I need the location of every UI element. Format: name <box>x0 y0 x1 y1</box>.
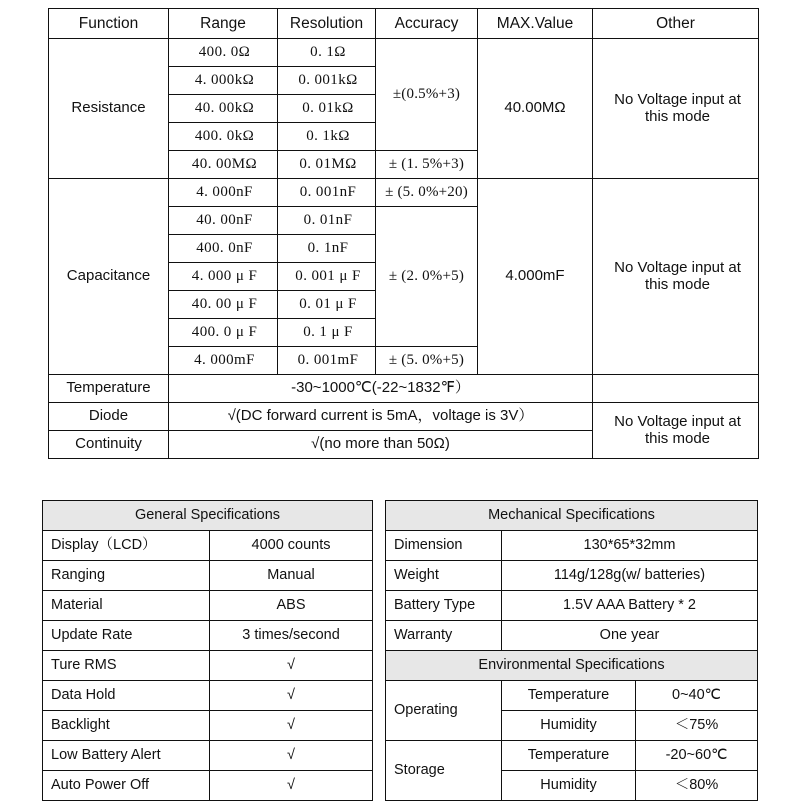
env-param-label: Temperature <box>502 681 636 711</box>
range-cell: 40. 00MΩ <box>169 151 278 179</box>
spec-label: Dimension <box>386 531 502 561</box>
general-specifications-title: General Specifications <box>43 501 373 531</box>
range-cell: 40. 00nF <box>169 207 278 235</box>
column-header-other: Other <box>593 9 759 39</box>
checkmark-icon: √ <box>210 681 373 711</box>
list-item <box>43 711 373 741</box>
list-item <box>386 741 758 771</box>
env-param-value: ＜80% <box>636 771 758 801</box>
range-cell: 4. 000nF <box>169 179 278 207</box>
list-item <box>386 621 758 651</box>
list-item <box>43 591 373 621</box>
resolution-cell: 0. 001kΩ <box>278 67 376 95</box>
resolution-cell: 0. 001mF <box>278 347 376 375</box>
table-row <box>49 179 759 207</box>
spec-label: Battery Type <box>386 591 502 621</box>
list-item <box>43 681 373 711</box>
list-item <box>43 651 373 681</box>
mechanical-specifications-title: Mechanical Specifications <box>386 501 758 531</box>
resolution-cell: 0. 1nF <box>278 235 376 263</box>
table-row <box>49 403 759 431</box>
section-header-row <box>386 651 758 681</box>
checkmark-icon: √ <box>210 711 373 741</box>
max-value-cell-capacitance: 4.000mF <box>478 179 593 375</box>
env-param-label: Humidity <box>502 771 636 801</box>
env-param-value: 0~40℃ <box>636 681 758 711</box>
temperature-value-cell: -30~1000℃(-22~1832℉） <box>169 375 593 403</box>
env-group-label-operating: Operating <box>386 681 502 741</box>
range-cell: 4. 000 μ F <box>169 263 278 291</box>
function-cell-resistance: Resistance <box>49 39 169 179</box>
column-header-function: Function <box>49 9 169 39</box>
spec-value: 1.5V AAA Battery * 2 <box>502 591 758 621</box>
main-specification-table <box>48 8 759 459</box>
checkmark-icon: √ <box>210 771 373 801</box>
spec-value: 114g/128g(w/ batteries) <box>502 561 758 591</box>
spec-label: Low Battery Alert <box>43 741 210 771</box>
list-item <box>386 561 758 591</box>
list-item <box>43 741 373 771</box>
other-cell-diode-continuity: No Voltage input at this mode <box>593 403 759 459</box>
env-param-value: -20~60℃ <box>636 741 758 771</box>
range-cell: 400. 0 μ F <box>169 319 278 347</box>
spec-label: Weight <box>386 561 502 591</box>
table-row <box>49 39 759 67</box>
max-value-cell-resistance: 40.00MΩ <box>478 39 593 179</box>
list-item <box>43 561 373 591</box>
checkmark-icon: √ <box>210 651 373 681</box>
column-header-range: Range <box>169 9 278 39</box>
spec-label: Warranty <box>386 621 502 651</box>
resolution-cell: 0. 001nF <box>278 179 376 207</box>
spec-value: 4000 counts <box>210 531 373 561</box>
accuracy-cell-capacitance-first: ± (5. 0%+20) <box>376 179 478 207</box>
spec-value: 3 times/second <box>210 621 373 651</box>
resolution-cell: 0. 01kΩ <box>278 95 376 123</box>
accuracy-cell-capacitance-main: ± (2. 0%+5) <box>376 207 478 347</box>
env-param-label: Humidity <box>502 711 636 741</box>
column-header-accuracy: Accuracy <box>376 9 478 39</box>
section-header-row <box>386 501 758 531</box>
table-row <box>49 375 759 403</box>
range-cell: 40. 00 μ F <box>169 291 278 319</box>
spec-value: One year <box>502 621 758 651</box>
spec-value: ABS <box>210 591 373 621</box>
resolution-cell: 0. 001 μ F <box>278 263 376 291</box>
spec-label: Auto Power Off <box>43 771 210 801</box>
environmental-specifications-title: Environmental Specifications <box>386 651 758 681</box>
env-group-label-storage: Storage <box>386 741 502 801</box>
spec-label: Material <box>43 591 210 621</box>
list-item <box>43 531 373 561</box>
general-specifications-table <box>42 500 373 801</box>
range-cell: 400. 0Ω <box>169 39 278 67</box>
spec-label: Update Rate <box>43 621 210 651</box>
list-item <box>43 621 373 651</box>
table-header-row <box>49 9 759 39</box>
function-cell-capacitance: Capacitance <box>49 179 169 375</box>
range-cell: 400. 0kΩ <box>169 123 278 151</box>
range-cell: 40. 00kΩ <box>169 95 278 123</box>
other-cell-temperature <box>593 375 759 403</box>
resolution-cell: 0. 01MΩ <box>278 151 376 179</box>
accuracy-cell-capacitance-last: ± (5. 0%+5) <box>376 347 478 375</box>
function-cell-temperature: Temperature <box>49 375 169 403</box>
diode-value-cell: √(DC forward current is 5mA，voltage is 3V） <box>169 403 593 431</box>
other-cell-resistance: No Voltage input at this mode <box>593 39 759 179</box>
accuracy-cell-resistance-last: ± (1. 5%+3) <box>376 151 478 179</box>
function-cell-continuity: Continuity <box>49 431 169 459</box>
range-cell: 4. 000mF <box>169 347 278 375</box>
column-header-max-value: MAX.Value <box>478 9 593 39</box>
spec-value: Manual <box>210 561 373 591</box>
resolution-cell: 0. 01nF <box>278 207 376 235</box>
section-header-row <box>43 501 373 531</box>
spec-label: Data Hold <box>43 681 210 711</box>
resolution-cell: 0. 1 μ F <box>278 319 376 347</box>
checkmark-icon: √ <box>210 741 373 771</box>
resolution-cell: 0. 1kΩ <box>278 123 376 151</box>
resolution-cell: 0. 01 μ F <box>278 291 376 319</box>
accuracy-cell-resistance-main: ±(0.5%+3) <box>376 39 478 151</box>
list-item <box>43 771 373 801</box>
function-cell-diode: Diode <box>49 403 169 431</box>
continuity-value-cell: √(no more than 50Ω) <box>169 431 593 459</box>
env-param-label: Temperature <box>502 741 636 771</box>
other-cell-capacitance: No Voltage input at this mode <box>593 179 759 375</box>
range-cell: 400. 0nF <box>169 235 278 263</box>
list-item <box>386 591 758 621</box>
spec-value: 130*65*32mm <box>502 531 758 561</box>
spec-label: Backlight <box>43 711 210 741</box>
spec-label: Ture RMS <box>43 651 210 681</box>
spec-label: Ranging <box>43 561 210 591</box>
resolution-cell: 0. 1Ω <box>278 39 376 67</box>
mechanical-environmental-table <box>385 500 758 801</box>
list-item <box>386 531 758 561</box>
list-item <box>386 681 758 711</box>
column-header-resolution: Resolution <box>278 9 376 39</box>
spec-label: Display（LCD） <box>43 531 210 561</box>
env-param-value: ＜75% <box>636 711 758 741</box>
range-cell: 4. 000kΩ <box>169 67 278 95</box>
